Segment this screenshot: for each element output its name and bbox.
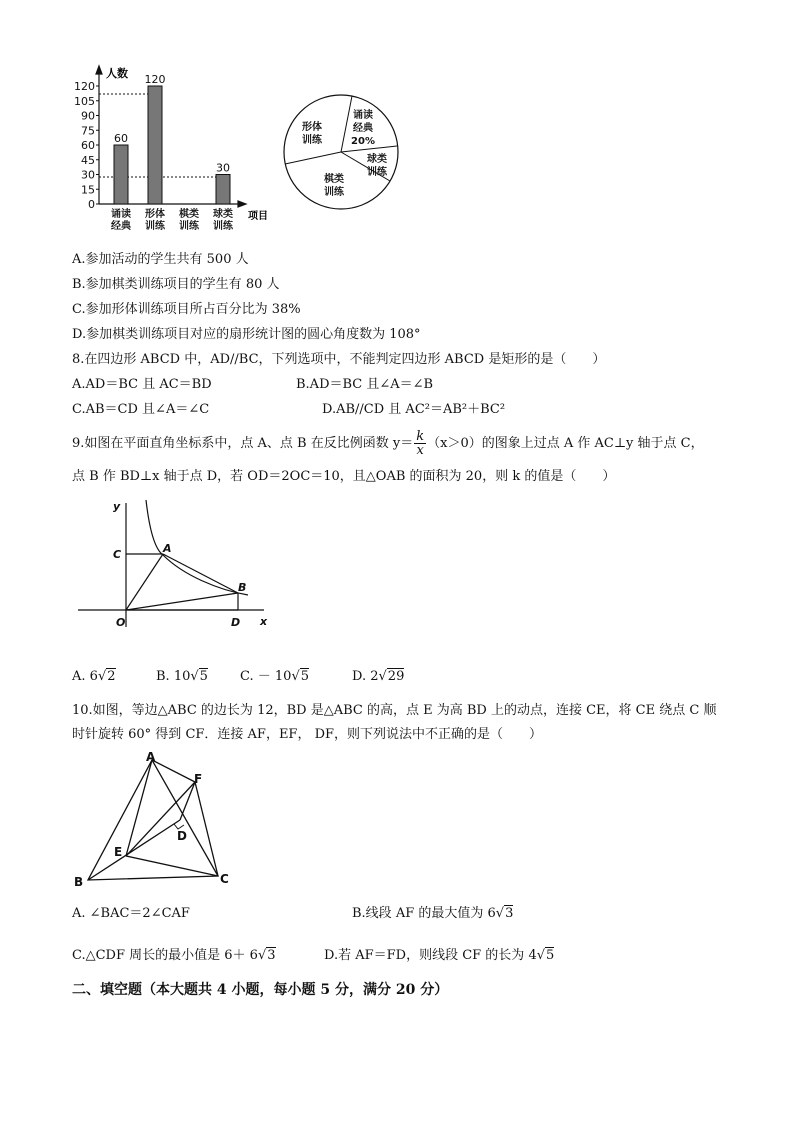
q10-label-E: E [114, 845, 123, 859]
q9-seg-OB [126, 593, 238, 610]
q10-label-F: F [194, 772, 203, 786]
pie-chart [280, 92, 402, 214]
pie-label-qilei-2: 训练 [324, 187, 344, 198]
bar [114, 145, 128, 204]
q9-stem-line2: 点 B 作 BD⊥x 轴于点 D，若 OD＝2OC＝10，且△OAB 的面积为 20，则 k 的值是（ ） [72, 469, 616, 484]
q9-label-x: x [260, 615, 268, 628]
q9-option-c-prefix: C. － 10 [240, 669, 292, 684]
q9-stem-part2: （x＞0）的图象上过点 A 作 AC⊥y 轴于点 C， [427, 436, 704, 451]
q8-option-b: B.AD＝BC 且∠A＝∠B [296, 377, 434, 392]
q10-option-c-root: 3 [267, 948, 276, 963]
q9-label-C: C [113, 548, 122, 561]
pie-label-songdu-3: 20% [351, 136, 375, 147]
q8-option-c: C.AB＝CD 且∠A＝∠C [72, 402, 210, 417]
y-tick-label: 120 [74, 80, 95, 93]
pie-label-qilei-1: 棋类 [324, 174, 344, 185]
bar-value-label: 60 [114, 132, 128, 145]
q10-label-D: D [177, 829, 187, 843]
x-category-label: 形体 [145, 209, 165, 220]
q9-option-c: C. － 10√5 [240, 669, 310, 684]
bar [216, 175, 230, 205]
q8-option-a: A.AD＝BC 且 AC＝BD [72, 377, 212, 392]
x-category-label: 诵读 [111, 209, 131, 220]
bar-value-label: 120 [144, 73, 166, 86]
pie-label-songdu-2: 经典 [353, 123, 373, 134]
q7-option-a: A.参加活动的学生共有 500 人 [72, 252, 249, 267]
x-axis-arrow [238, 201, 246, 207]
y-axis-label: 人数 [106, 67, 128, 80]
pie-label-qiulei-1: 球类 [367, 154, 387, 165]
bar-chart [70, 62, 280, 232]
pie-divider-4 [285, 152, 341, 164]
q9-label-D: D [231, 616, 241, 629]
q10-option-d: D.若 AF＝FD，则线段 CF 的长为 4√5 [324, 948, 555, 963]
q9-option-d-prefix: D. 2 [352, 669, 379, 684]
q10-option-a: A. ∠BAC＝2∠CAF [72, 906, 190, 921]
y-tick-label: 60 [81, 139, 95, 152]
q9-stem-line1 [72, 430, 704, 457]
bar-value-label: 30 [216, 161, 230, 175]
q9-frac-den: x [416, 443, 424, 458]
q9-label-O: O [116, 616, 126, 629]
x-category-label: 棋类 [179, 209, 199, 220]
q10-seg-EC [126, 856, 218, 876]
y-axis-arrow [96, 66, 102, 74]
q10-option-b-text: B.线段 AF 的最大值为 6 [352, 906, 496, 921]
q9-stem-part1: 9.如图在平面直角坐标系中，点 A、点 B 在反比例函数 y＝ [72, 436, 414, 451]
y-tick-label: 75 [81, 124, 95, 138]
x-axis-label: 项目 [248, 211, 268, 222]
q9-option-c-root: 5 [300, 669, 310, 684]
q9-curve [146, 500, 248, 595]
q10-option-b: B.线段 AF 的最大值为 6√3 [352, 906, 514, 921]
q9-seg-OA [126, 554, 163, 610]
y-tick-label: 105 [74, 94, 95, 108]
x-category-label: 训练 [145, 221, 165, 232]
pie-label-xingti-2: 训练 [302, 135, 322, 146]
q9-option-b: B. 10√5 [156, 669, 208, 684]
q9-option-b-root: 5 [199, 669, 208, 684]
q9-label-B: B [238, 581, 247, 594]
q9-option-a-root: 2 [107, 669, 116, 684]
q8-stem: 8.在四边形 ABCD 中，AD//BC，下列选项中，不能判定四边形 ABCD 是矩形的是（ ） [72, 352, 606, 367]
q9-option-d: D. 2√29 [352, 669, 405, 684]
q10-seg-DF [180, 782, 195, 820]
x-category-label: 训练 [213, 221, 233, 232]
x-category-label: 训练 [179, 221, 199, 232]
q7-option-c: C.参加形体训练项目所占百分比为 38% [72, 302, 301, 317]
q9-seg-AB [163, 554, 238, 593]
pie-label-xingti-1: 形体 [302, 122, 322, 133]
q10-seg-BD [88, 820, 180, 880]
q9-option-a-prefix: A. 6 [72, 669, 98, 684]
q8-option-d: D.AB//CD 且 AC²＝AB²＋BC² [322, 402, 506, 417]
q10-option-b-root: 3 [505, 906, 514, 921]
q9-option-b-prefix: B. 10 [156, 669, 191, 684]
x-category-label: 球类 [213, 209, 233, 220]
q10-option-c-text: C.△CDF 周长的最小值是 6＋ 6 [72, 948, 258, 963]
q9-option-d-root: 29 [387, 669, 405, 684]
y-tick-label: 15 [81, 183, 95, 197]
section-2-heading: 二、填空题（本大题共 4 小题，每小题 5 分，满分 20 分） [72, 982, 449, 998]
bar [148, 86, 162, 204]
y-tick-label: 30 [81, 168, 95, 182]
pie-label-qiulei-2: 训练 [367, 167, 387, 178]
x-category-label: 经典 [111, 221, 131, 232]
q10-figure [70, 752, 240, 890]
q10-option-c: C.△CDF 周长的最小值是 6＋ 6√3 [72, 948, 276, 963]
q9-option-a: A. 6√2 [72, 669, 116, 684]
q9-label-A: A [163, 542, 172, 555]
q10-stem-line1: 10.如图，等边△ABC 的边长为 12，BD 是△ABC 的高，点 E 为高 BD 上的动点，连接 CE，将 CE 绕点 C 顺 [72, 703, 717, 718]
q7-option-b: B.参加棋类训练项目的学生有 80 人 [72, 277, 280, 292]
q9-figure [78, 495, 278, 635]
q10-label-A: A [146, 752, 156, 764]
q10-label-C: C [220, 872, 229, 886]
q10-stem-line2: 时针旋转 60° 得到 CF．连接 AF，EF， DF，则下列说法中不正确的是（ ） [72, 727, 543, 742]
q10-option-d-root: 5 [546, 948, 555, 963]
q9-frac-num: k [416, 429, 425, 444]
q10-seg-FC [195, 782, 218, 876]
pie-label-songdu-1: 诵读 [353, 110, 373, 121]
q10-label-B: B [74, 875, 84, 889]
y-tick-label: 0 [88, 198, 95, 211]
q9-fraction [414, 430, 426, 457]
q10-option-d-text: D.若 AF＝FD，则线段 CF 的长为 4 [324, 948, 537, 963]
q7-option-d: D.参加棋类训练项目对应的扇形统计图的圆心角度数为 108° [72, 327, 421, 342]
q9-label-y: y [113, 500, 121, 513]
y-tick-label: 45 [81, 153, 95, 167]
y-tick-label: 90 [81, 109, 95, 123]
